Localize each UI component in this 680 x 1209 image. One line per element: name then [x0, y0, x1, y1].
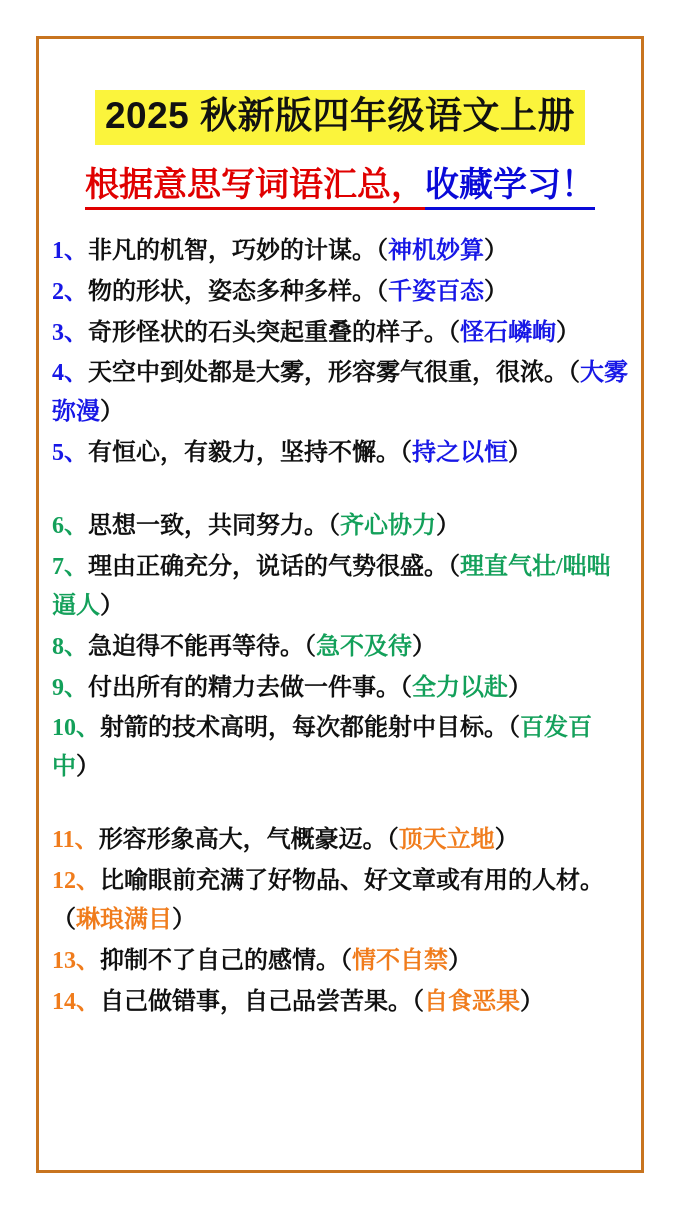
question-item	[52, 548, 628, 626]
question-text: 物的形状，姿态多种多样。	[88, 278, 376, 305]
answer-close-paren: ）	[448, 947, 472, 974]
question-text: 射箭的技术高明，每次都能射中目标。	[100, 715, 508, 742]
answer-close-paren: ）	[100, 592, 124, 619]
answer-open-paren: （	[52, 906, 76, 933]
title-block	[52, 90, 628, 145]
question-number: 4、	[52, 360, 88, 387]
question-item	[52, 821, 628, 860]
answer-close-paren: ）	[484, 237, 508, 264]
question-list	[52, 232, 628, 1022]
question-group	[52, 507, 628, 787]
answer-word: 顶天立地	[398, 827, 495, 854]
question-text: 思想一致，共同努力。	[88, 513, 328, 540]
answer-word: 理直气壮/咄咄逼人	[52, 553, 611, 619]
question-group	[52, 821, 628, 1021]
question-number: 6、	[52, 513, 88, 540]
question-item	[52, 314, 628, 353]
question-item	[52, 354, 628, 432]
question-item	[52, 628, 628, 667]
answer-open-paren: （	[304, 633, 316, 660]
subtitle-blue: 收藏学习！	[425, 166, 595, 210]
answer-open-paren: （	[340, 947, 352, 974]
question-number: 8、	[52, 633, 88, 660]
question-item	[52, 862, 628, 940]
answer-close-paren: ）	[556, 319, 580, 346]
subtitle-block	[52, 157, 628, 206]
question-text: 形容形象高大，气概豪迈。	[98, 827, 387, 854]
answer-word: 全力以赴	[412, 674, 508, 701]
answer-close-paren: ）	[412, 633, 436, 660]
question-text: 付出所有的精力去做一件事。	[88, 674, 400, 701]
answer-word: 持之以恒	[412, 440, 508, 467]
page-content	[52, 58, 628, 1024]
question-item	[52, 669, 628, 708]
answer-open-paren: （	[328, 513, 340, 540]
answer-word: 急不及待	[316, 633, 412, 660]
page-title: 2025 秋新版四年级语文上册	[95, 90, 585, 145]
answer-word: 情不自禁	[352, 947, 448, 974]
answer-word: 怪石嶙峋	[460, 319, 556, 346]
question-text: 比喻眼前充满了好物品、好文章或有用的人材。	[100, 868, 604, 895]
question-item	[52, 507, 628, 546]
question-number: 10、	[52, 715, 100, 742]
answer-word: 自食恶果	[424, 988, 520, 1015]
answer-close-paren: ）	[172, 906, 196, 933]
answer-open-paren: （	[448, 553, 460, 580]
question-text: 抑制不了自己的感情。	[100, 947, 340, 974]
question-item	[52, 434, 628, 473]
question-number: 9、	[52, 674, 88, 701]
answer-open-paren: （	[376, 237, 388, 264]
question-text: 有恒心，有毅力，坚持不懈。	[88, 440, 400, 467]
answer-open-paren: （	[568, 360, 580, 387]
answer-close-paren: ）	[76, 754, 100, 781]
question-number: 3、	[52, 319, 88, 346]
answer-close-paren: ）	[508, 440, 532, 467]
answer-open-paren: （	[400, 674, 412, 701]
answer-word: 千姿百态	[388, 278, 484, 305]
question-text: 自己做错事，自己品尝苦果。	[100, 988, 412, 1015]
answer-word: 百发百中	[52, 715, 592, 781]
question-item	[52, 232, 628, 271]
answer-close-paren: ）	[100, 399, 124, 426]
answer-open-paren: （	[386, 827, 399, 854]
answer-open-paren: （	[412, 988, 424, 1015]
answer-word: 大雾弥漫	[52, 360, 628, 426]
answer-close-paren: ）	[520, 988, 544, 1015]
question-number: 5、	[52, 440, 88, 467]
subtitle-red: 根据意思写词语汇总，	[85, 166, 425, 210]
answer-word: 神机妙算	[388, 237, 484, 264]
answer-close-paren: ）	[484, 278, 508, 305]
question-text: 奇形怪状的石头突起重叠的样子。	[88, 319, 448, 346]
answer-close-paren: ）	[508, 674, 532, 701]
answer-open-paren: （	[448, 319, 460, 346]
question-number: 7、	[52, 553, 88, 580]
question-number: 14、	[52, 988, 100, 1015]
answer-word: 琳琅满目	[76, 906, 172, 933]
question-text: 急迫得不能再等待。	[88, 633, 304, 660]
question-group	[52, 232, 628, 473]
question-number: 2、	[52, 278, 88, 305]
answer-close-paren: ）	[494, 827, 519, 854]
answer-open-paren: （	[508, 715, 520, 742]
question-number: 11、	[52, 827, 99, 854]
question-item	[52, 983, 628, 1022]
answer-open-paren: （	[400, 440, 412, 467]
question-item	[52, 273, 628, 312]
question-item	[52, 709, 628, 787]
question-item	[52, 942, 628, 981]
question-text: 理由正确充分，说话的气势很盛。	[88, 553, 448, 580]
question-number: 12、	[52, 868, 100, 895]
question-text: 天空中到处都是大雾，形容雾气很重，很浓。	[88, 360, 568, 387]
answer-word: 齐心协力	[340, 513, 436, 540]
question-text: 非凡的机智，巧妙的计谋。	[88, 237, 376, 264]
answer-close-paren: ）	[436, 513, 460, 540]
question-number: 13、	[52, 947, 100, 974]
answer-open-paren: （	[376, 278, 388, 305]
question-number: 1、	[52, 237, 88, 264]
